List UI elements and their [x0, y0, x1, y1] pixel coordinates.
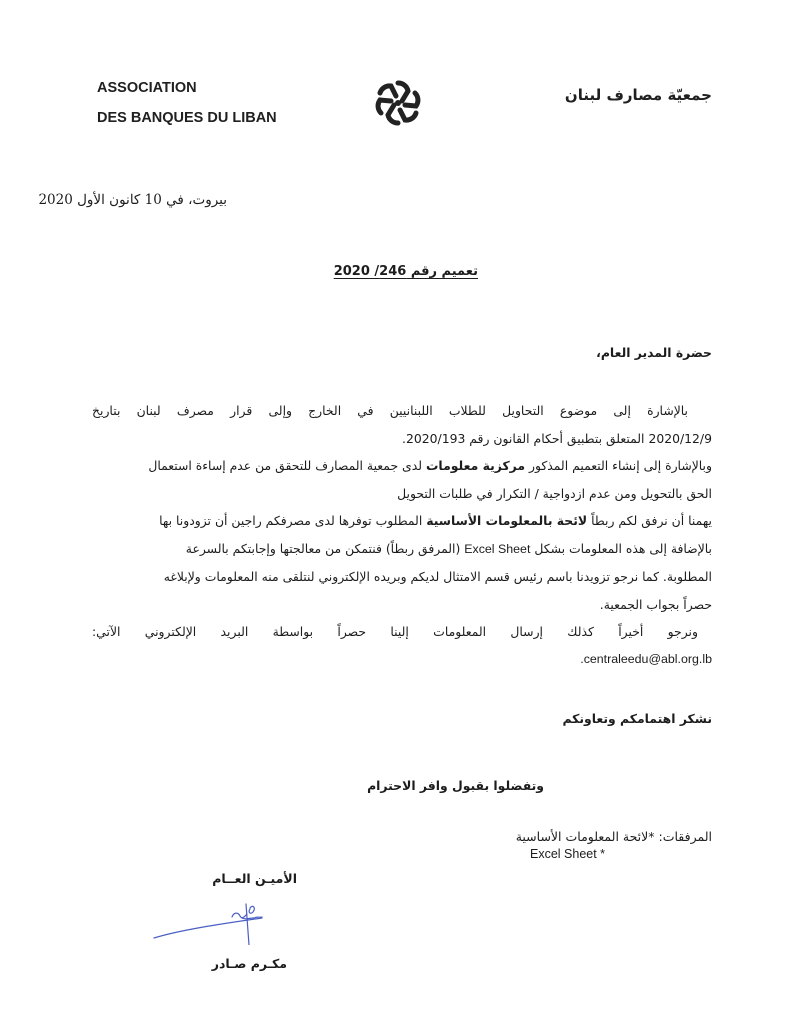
paragraph-1-line-1: بالإشارة إلى موضوع التحاويل للطلاب اللبنانيين في الخارج وإلى قرار مصرف لبنان بتاريخ	[92, 403, 688, 418]
paragraph-3-line-2	[92, 535, 712, 564]
basic-info-list-bold: لائحة بالمعلومات الأساسية	[426, 513, 588, 528]
abl-knot-logo-icon	[372, 77, 424, 133]
thanks-line: نشكر اهتمامكم وتعاونكم	[562, 711, 712, 726]
excel-sheet-term: Excel Sheet	[464, 541, 531, 556]
paragraph-2-line-2: الحق بالتحويل ومن عدم ازدواجية / التكرار في طلبات التحويل	[397, 485, 712, 501]
signatory-name: مكـرم صـادر	[211, 956, 287, 971]
paragraph-2-text-a: وبالإشارة إلى إنشاء التعميم المذكور	[528, 458, 712, 473]
circular-title: تعميم رقم 246/ 2020	[333, 264, 478, 279]
handwritten-signature	[150, 900, 270, 949]
paragraph-3-line-3: المطلوبة. كما نرجو تزويدنا باسم رئيس قسم الامتثال لديكم وبريده الإلكتروني لنتلقى منه المعلومات ولإبلاغه	[163, 569, 712, 584]
paragraph-1-line-2: 2020/12/9 المتعلق بتطبيق أحكام القانون رقم 2020/193.	[402, 430, 712, 446]
attachment-item-1: *لائحة المعلومات الأساسية	[515, 829, 655, 844]
closing-line: وتفضلوا بقبول وافر الاحترام	[367, 778, 544, 793]
paragraph-3-line-1	[92, 507, 712, 535]
paragraph-3-text-b: المطلوب توفرها لدى مصرفكم راجين أن تزودونا بها	[159, 513, 423, 528]
paragraph-3-line-4: حصراً بجواب الجمعية.	[599, 596, 712, 612]
paragraph-2-line-1	[92, 452, 712, 480]
letter-body	[92, 397, 712, 673]
date-line: بيروت، في 10 كانون الأول 2020	[38, 192, 227, 208]
paragraph-2-text-b: لدى جمعية المصارف للتحقق من عدم إساءة استعمال	[148, 458, 423, 473]
salutation: حضرة المدير العام،	[596, 345, 712, 360]
contact-email-link[interactable]	[92, 646, 712, 674]
paragraph-3-text-d: (المرفق ربطاً) فنتمكن من معالجتها وإجابتكم بالسرعة	[185, 540, 461, 556]
info-centralization-bold: مركزية معلومات	[425, 458, 526, 473]
paragraph-3-text-c: بالإضافة إلى هذه المعلومات بشكل	[534, 540, 712, 556]
paragraph-4-line-1: ونرجو أخيراً كذلك إرسال المعلومات إلينا حصراً بواسطة البريد الإلكتروني الآتي:	[92, 624, 698, 639]
letterhead-name-ar: جمعيّة مصارف لبنان	[564, 86, 712, 104]
paragraph-3-text-a: يهمنا أن نرفق لكم ربطاً	[591, 513, 712, 528]
signature-title: الأميـن العــام	[212, 871, 297, 886]
letterhead-name-fr-line2: DES BANQUES DU LIBAN	[97, 110, 277, 126]
attachments-line-1	[516, 828, 712, 845]
attachments-label: المرفقات:	[658, 829, 712, 844]
contact-email[interactable]: .centraleedu@abl.org.lb	[580, 651, 712, 666]
letterhead-name-fr-line1: ASSOCIATION	[97, 80, 197, 96]
attachment-item-2: Excel Sheet *	[530, 847, 606, 861]
